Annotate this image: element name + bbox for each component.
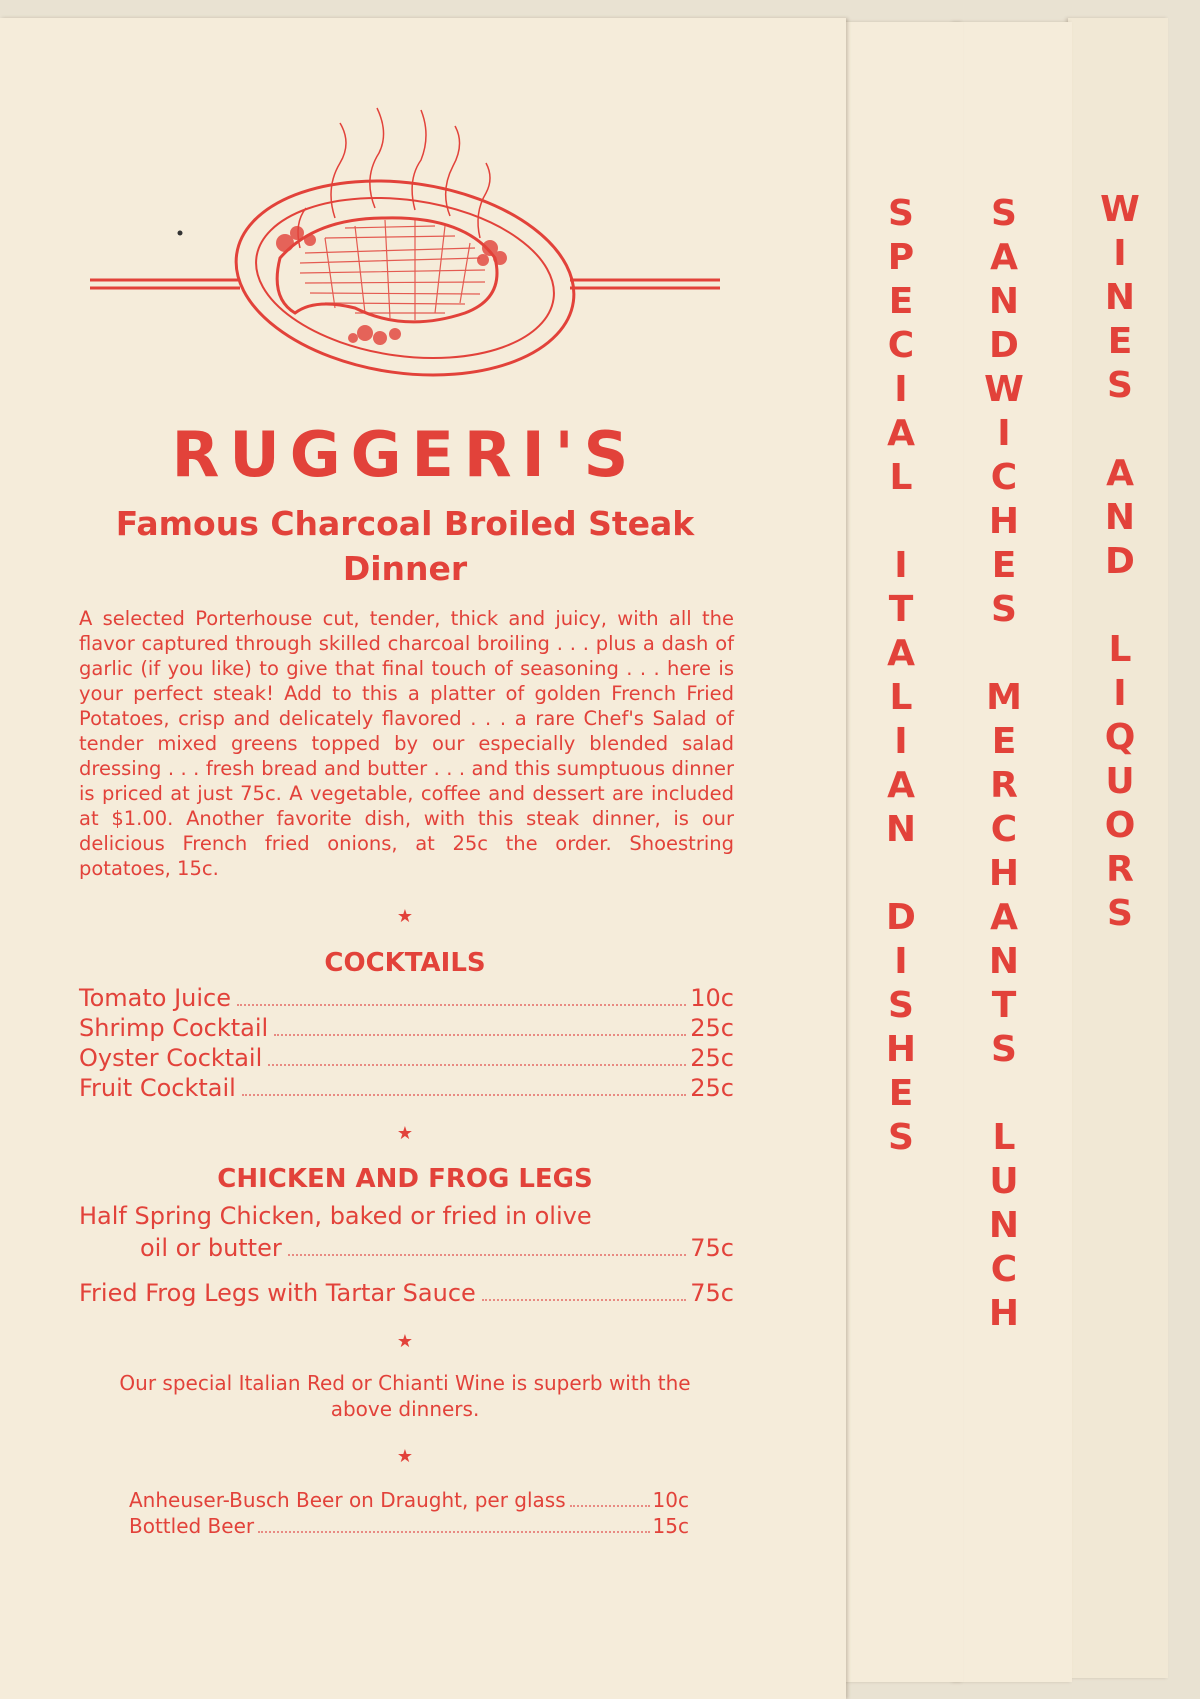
menu-item: Fruit Cocktail 25c <box>79 1074 734 1102</box>
tab-label-special: S P E C I A L I T A L I A N D I S H E S <box>885 193 917 1158</box>
menu-item: Fried Frog Legs with Tartar Sauce 75c <box>79 1279 734 1307</box>
chicken-heading: CHICKEN AND FROG LEGS <box>217 1164 593 1194</box>
tab-wines-and-liquors[interactable] <box>1068 18 1168 1678</box>
tab-sandwiches-merchants-lunch[interactable] <box>954 22 1072 1682</box>
menu-item: Tomato Juice 10c <box>79 984 734 1012</box>
menu-item-continuation: oil or butter 75c <box>140 1234 734 1262</box>
tab-special-italian-dishes[interactable] <box>845 22 963 1682</box>
menu-item: Shrimp Cocktail 25c <box>79 1014 734 1042</box>
star-divider: ★ <box>396 906 414 927</box>
wine-note: Our special Italian Red or Chianti Wine is superb with the above dinners. <box>119 1371 691 1421</box>
restaurant-name: RUGGERI'S <box>171 418 639 491</box>
menu-item: Half Spring Chicken, baked or fried in olive <box>79 1202 592 1230</box>
star-divider: ★ <box>396 1123 414 1144</box>
tab-label-sandwiches: S A N D W I C H E S M E R C H A N T S L U N C H <box>984 193 1024 1334</box>
cocktails-heading: COCKTAILS <box>324 948 486 978</box>
menu-page <box>0 18 846 1699</box>
tab-label-wines: W I N E S A N D L I Q U O R S <box>1100 189 1140 934</box>
steak-platter-icon <box>85 98 725 408</box>
dish-title: Famous Charcoal Broiled Steak Dinner <box>115 504 695 588</box>
menu-item: Oyster Cocktail 25c <box>79 1044 734 1072</box>
menu-item: Anheuser-Busch Beer on Draught, per glass 10c <box>129 1488 689 1512</box>
dish-description: A selected Porterhouse cut, tender, thick and juicy, with all the flavor captured through skilled charcoal broiling . . . plus a dash of garlic (if you like) to give that final touch of seasoning . . . here is your perfect steak! Add to this a platter of golden French Fried Potatoes, crisp and delicately flavored . . . a rare Chef's Salad of tender mixed greens topped by our especially blended salad dressing . . . fresh bread and butter . . . and this sumptuous dinner is priced at just 75c. A vegetable, coffee and dessert are included at $1.00. Another favorite dish, with this steak dinner, is our delicious French fried onions, at 25c the order. Shoestring potatoes, 15c. <box>79 607 734 880</box>
menu-item: Bottled Beer 15c <box>129 1514 689 1538</box>
star-divider: ★ <box>396 1446 414 1467</box>
star-divider: ★ <box>396 1331 414 1352</box>
